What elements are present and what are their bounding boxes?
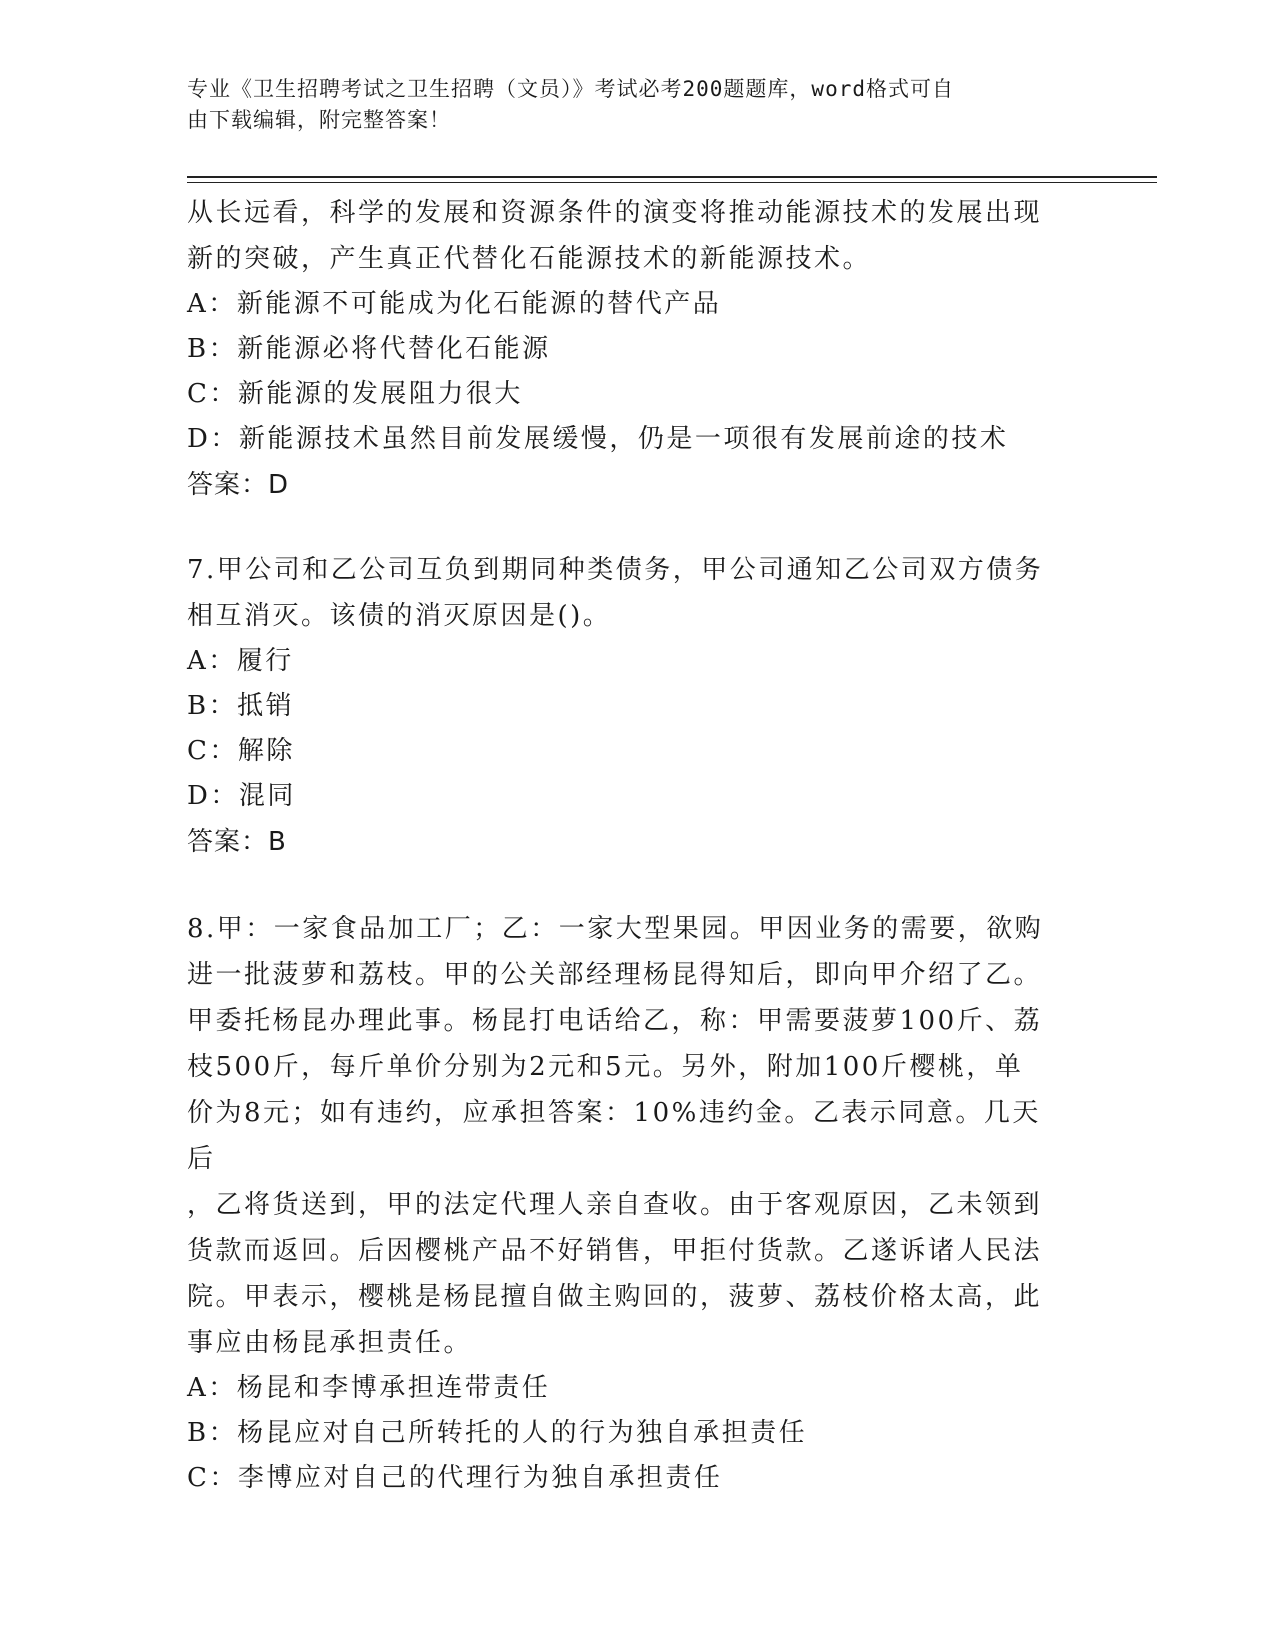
option-b: B：杨昆应对自己所转托的人的行为独自承担责任 — [187, 1418, 808, 1448]
option-a: A：新能源不可能成为化石能源的替代产品 — [187, 289, 722, 319]
spacer — [187, 509, 1067, 547]
header-line-1: 专业《卫生招聘考试之卫生招聘（文员）》考试必考200题题库，word格式可自 — [187, 77, 954, 101]
answer-line: 答案：D — [187, 470, 290, 500]
option-b: B：抵销 — [187, 691, 295, 721]
option-d: D：混同 — [187, 781, 296, 811]
option-a: A：杨昆和李博承担连带责任 — [187, 1373, 551, 1403]
question-stem-line: 8.甲：一家食品加工厂；乙：一家大型果园。甲因业务的需要，欲购 — [187, 914, 1044, 944]
question-stem-line: 甲委托杨昆办理此事。杨昆打电话给乙，称：甲需要菠萝100斤、荔 — [187, 1006, 1043, 1036]
question-stem-line: 价为8元；如有违约，应承担答案：10%违约金。乙表示同意。几天后 — [187, 1098, 1041, 1174]
question-stem-line: 院。甲表示，樱桃是杨昆擅自做主购回的，菠萝、荔枝价格太高，此 — [187, 1282, 1043, 1312]
option-c: C：新能源的发展阻力很大 — [187, 379, 523, 409]
option-d: D：新能源技术虽然目前发展缓慢，仍是一项很有发展前途的技术 — [187, 424, 1009, 454]
question-stem-line: 从长远看，科学的发展和资源条件的演变将推动能源技术的发展出现 — [187, 198, 1043, 228]
question-stem-line: 进一批菠萝和荔枝。甲的公关部经理杨昆得知后，即向甲介绍了乙。 — [187, 960, 1043, 990]
header-divider-thick — [187, 176, 1157, 178]
question-stem-line: 相互消灭。该债的消灭原因是()。 — [187, 601, 612, 631]
question-stem-line: 枝500斤，每斤单价分别为2元和5元。另外，附加100斤樱桃，单 — [187, 1052, 1024, 1082]
document-header — [187, 74, 1067, 136]
question-7 — [187, 547, 1067, 866]
question-stem-line: ，乙将货送到，甲的法定代理人亲自查收。由于客观原因，乙未领到 — [187, 1190, 1043, 1220]
document-body — [187, 190, 1067, 1501]
question-stem-line: 7.甲公司和乙公司互负到期同种类债务，甲公司通知乙公司双方债务 — [187, 555, 1044, 585]
option-a: A：履行 — [187, 646, 294, 676]
header-divider-thin — [187, 182, 1157, 183]
question-stem-line: 新的突破，产生真正代替化石能源技术的新能源技术。 — [187, 244, 872, 274]
option-b: B：新能源必将代替化石能源 — [187, 334, 551, 364]
question-stem-line: 事应由杨昆承担责任。 — [187, 1328, 473, 1358]
question-6 — [187, 190, 1067, 509]
header-line-2: 由下载编辑，附完整答案！ — [187, 108, 451, 132]
option-c: C：李博应对自己的代理行为独自承担责任 — [187, 1463, 723, 1493]
answer-line: 答案：B — [187, 827, 287, 857]
option-c: C：解除 — [187, 736, 295, 766]
question-8 — [187, 906, 1067, 1501]
spacer — [187, 866, 1067, 906]
question-stem-line: 货款而返回。后因樱桃产品不好销售，甲拒付货款。乙遂诉诸人民法 — [187, 1236, 1043, 1266]
